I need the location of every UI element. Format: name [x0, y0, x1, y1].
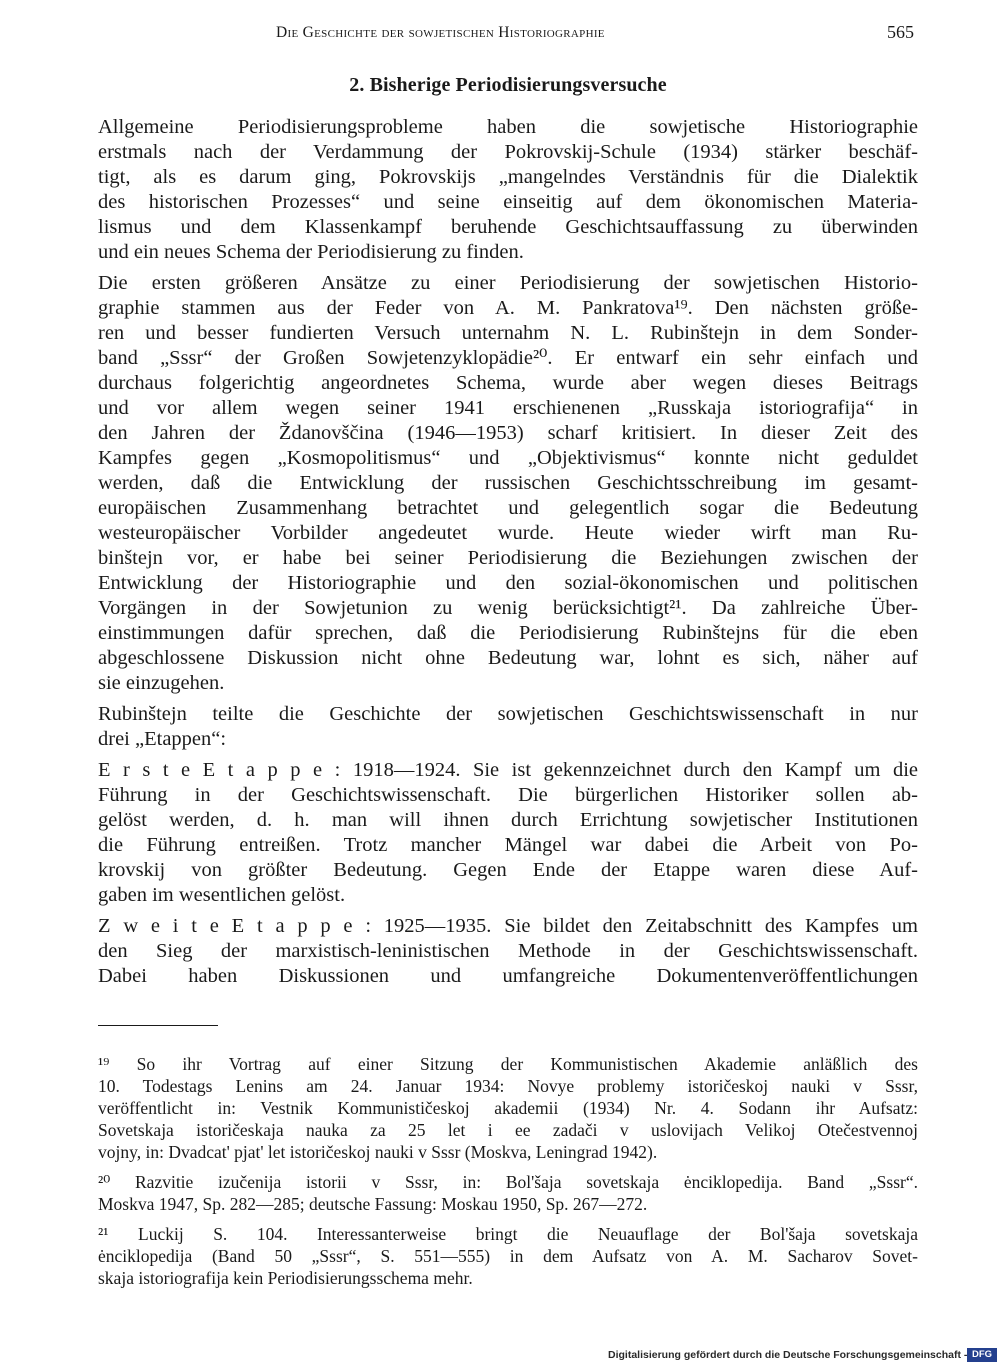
footnote-line: ėnciklopedija (Band 50 „Sssr“, S. 551—555) in dem Aufsatz von A. M. Sacharov Sovet-: [98, 1246, 918, 1266]
text-line: abgeschlossene Diskussion nicht ohne Bedeutung war, lohnt es sich, näher auf: [98, 647, 918, 669]
text-line: die Führung entreißen. Trotz mancher Mängel war dabei die Arbeit von Po-: [98, 834, 918, 856]
text-line: Führung in der Geschichtswissenschaft. Die bürgerlichen Historiker sollen ab-: [98, 784, 918, 806]
text-line: einstimmungen dafür sprechen, daß die Periodisierung Rubinštejns für die eben: [98, 622, 918, 644]
text-line: Die ersten größeren Ansätze zu einer Periodisierung der sowjetischen Historio-: [98, 272, 918, 294]
footnote-line: Moskva 1947, Sp. 282—285; deutsche Fassung: Moskau 1950, Sp. 267—272.: [98, 1194, 648, 1214]
page-number: 565: [887, 22, 914, 42]
footnote-line: veröffentlicht in: Vestnik Kommunističeskoj akademii (1934) Nr. 4. Sodann ihr Aufsatz:: [98, 1098, 918, 1118]
text-line: drei „Etappen“:: [98, 728, 227, 750]
text-line: sie einzugehen.: [98, 672, 225, 694]
text-line: Z w e i t e E t a p p e : 1925—1935. Sie bildet den Zeitabschnitt des Kampfes um: [98, 915, 918, 937]
footnote-line: ²¹ Luckij S. 104. Interessanterweise bringt die Neuauflage der Bol'šaja sovetskaja: [98, 1224, 918, 1244]
text-line: Allgemeine Periodisierungsprobleme haben die sowjetische Historiographie: [98, 116, 918, 138]
text-line: europäischen Zusammenhang betrachtet und gelegentlich sogar die Bedeutung: [98, 497, 918, 519]
footnotes: [98, 1053, 918, 1289]
text-line: band „Sssr“ der Großen Sowjetenzyklopädie²⁰. Er entwarf ein sehr einfach und: [98, 347, 918, 369]
text-line: E r s t e E t a p p e : 1918—1924. Sie ist gekennzeichnet durch den Kampf um die: [98, 759, 918, 781]
text-line: Rubinštejn teilte die Geschichte der sowjetischen Geschichtswissenschaft in nur: [98, 703, 918, 725]
text-line: westeuropäischer Vorbilder angedeutet wurde. Heute wieder wirft man Ru-: [98, 522, 918, 544]
text-line: durchaus folgerichtig angeordnetes Schema, wurde aber wegen dieses Beitrags: [98, 372, 918, 394]
text-line: tigt, als es darum ging, Pokrovskijs „mangelndes Verständnis für die Dialektik: [98, 166, 918, 188]
section-title: 2. Bisherige Periodisierungsversuche: [349, 74, 667, 96]
footnote-line: 10. Todestags Lenins am 24. Januar 1934: Novye problemy istoričeskoj nauki v Sssr,: [98, 1076, 918, 1096]
body-text: [98, 115, 918, 989]
text-line: den Sieg der marxistisch-leninistischen Methode in der Geschichtswissenschaft.: [98, 940, 918, 962]
text-line: lismus und dem Klassenkampf beruhende Geschichtsauffassung zu überwinden: [98, 216, 918, 238]
text-line: Vorgängen in der Sowjetunion zu wenig berücksichtigt²¹. Da zahlreiche Über-: [98, 597, 918, 619]
text-line: den Jahren der Ždanovščina (1946—1953) scharf kritisiert. In dieser Zeit des: [98, 422, 918, 444]
footnote-line: skaja istoriografija kein Periodisierungsschema mehr.: [98, 1268, 473, 1288]
footnote-line: vojny, in: Dvadcat' pjat' let istoričeskoj nauki v Sssr (Moskva, Leningrad 1942).: [98, 1142, 658, 1162]
dfg-logo: DFG: [967, 1348, 997, 1362]
text-line: und vor allem wegen seiner 1941 erschienenen „Russkaja istoriografija“ in: [98, 397, 918, 419]
text-line: gelöst werden, d. h. man will ihnen durch Errichtung sowjetischer Institutionen: [98, 809, 918, 831]
text-line: erstmals nach der Verdammung der Pokrovskij-Schule (1934) stärker beschäf-: [98, 141, 918, 163]
digitization-credit: Digitalisierung gefördert durch die Deutsche Forschungsgemeinschaft -: [608, 1349, 968, 1361]
text-line: gaben im wesentlichen gelöst.: [98, 884, 346, 906]
text-line: des historischen Prozesses“ und seine einseitig auf dem ökonomischen Materia-: [98, 191, 918, 213]
text-line: ren und besser fundierten Versuch unternahm N. L. Rubinštejn in dem Sonder-: [98, 322, 918, 344]
running-head: Die Geschichte der sowjetischen Historiographie: [276, 24, 605, 41]
text-line: krovskij von größter Bedeutung. Gegen Ende der Etappe waren diese Auf-: [98, 859, 918, 881]
text-line: Entwicklung der Historiographie und den sozial-ökonomischen und politischen: [98, 572, 918, 594]
footnote-line: ²⁰ Razvitie izučenija istorii v Sssr, in: Bol'šaja sovetskaja ėnciklopedija. Band „Sssr“.: [98, 1172, 918, 1192]
text-line: binštejn vor, er habe bei seiner Periodisierung die Beziehungen zwischen der: [98, 547, 918, 569]
footnote-divider: [98, 1025, 218, 1026]
text-line: werden, daß die Entwicklung der russischen Geschichtsschreibung im gesamt-: [98, 472, 918, 494]
text-line: Kampfes gegen „Kosmopolitismus“ und „Objektivismus“ konnte nicht geduldet: [98, 447, 918, 469]
text-line: und ein neues Schema der Periodisierung zu finden.: [98, 241, 524, 263]
footnote-line: Sovetskaja istoričeskaja nauka za 25 let i ee zadači v uslovijach Velikoj Otečestvennoj: [98, 1120, 918, 1140]
text-line: graphie stammen aus der Feder von A. M. Pankratova¹⁹. Den nächsten größe-: [98, 297, 918, 319]
text-line: Dabei haben Diskussionen und umfangreiche Dokumentenveröffentlichungen: [98, 965, 918, 987]
footnote-line: ¹⁹ So ihr Vortrag auf einer Sitzung der Kommunistischen Akademie anläßlich des: [98, 1054, 918, 1074]
